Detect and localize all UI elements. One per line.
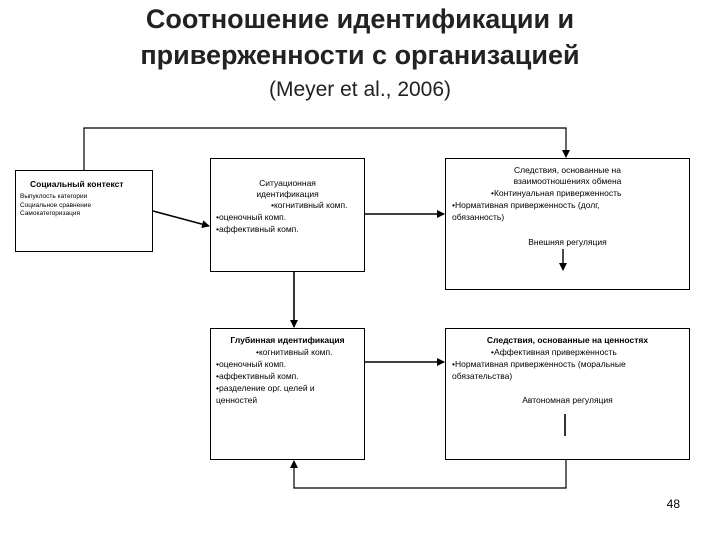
deep-item-cognitive: •когнитивный комп. <box>256 347 333 357</box>
social-context-box <box>15 170 153 252</box>
social-context-item: Выпуклость категории <box>20 193 88 200</box>
situational-item-cognitive: •когнитивный комп. <box>271 200 348 210</box>
exchange-title-line-1: Следствия, основанные на <box>514 165 621 175</box>
deep-item-evaluative: •оценочный комп. <box>216 359 287 369</box>
social-context-item: Самокатегоризация <box>20 210 81 217</box>
exchange-item-normative-cont: обязанность) <box>452 212 505 222</box>
exchange-item-normative: •Нормативная приверженность (долг, <box>452 200 600 210</box>
value-item-affective: •Аффективная приверженность <box>491 347 617 357</box>
value-title: Следствия, основанные на ценностях <box>486 335 649 345</box>
feedback-loop-bottom <box>294 460 566 488</box>
page-number: 48 <box>666 497 680 511</box>
social-context-item: Социальное сравнение <box>20 201 92 209</box>
slide-subtitle: (Meyer et al., 2006) <box>268 78 452 101</box>
exchange-consequences-box <box>445 158 690 290</box>
situational-item-affective: •аффективный комп. <box>216 224 299 234</box>
deep-identification-box <box>210 328 365 460</box>
value-item-normative: •Нормативная приверженность (моральные <box>452 359 626 369</box>
deep-item-sharing: •разделение орг. целей и <box>216 383 315 393</box>
situational-item-evaluative: •оценочный комп. <box>216 212 287 222</box>
deep-item-affective: •аффективный комп. <box>216 371 299 381</box>
slide-title-line-2: приверженности с организацией <box>140 40 580 70</box>
situational-identification-box <box>210 158 365 272</box>
social-context-list <box>20 193 91 219</box>
exchange-title-line-2: взаимоотношениях обмена <box>513 176 622 186</box>
arrow-social-to-situational <box>153 211 209 226</box>
deep-title: Глубинная идентификация <box>230 335 345 345</box>
value-consequences-box <box>445 328 690 460</box>
value-item-normative-cont: обязательства) <box>452 371 513 381</box>
exchange-item-continuance: •Континуальная приверженность <box>491 188 622 198</box>
situational-title-line-2: идентификация <box>256 189 319 199</box>
external-regulation-label: Внешняя регуляция <box>528 237 607 247</box>
social-context-title: Социальный контекст <box>30 179 124 189</box>
autonomous-regulation-label: Автономная регуляция <box>522 395 613 405</box>
situational-title-line-1: Ситуационная <box>259 178 316 188</box>
slide-title-line-1: Соотношение идентификации и <box>145 4 575 34</box>
deep-item-sharing-cont: ценностей <box>216 395 258 405</box>
